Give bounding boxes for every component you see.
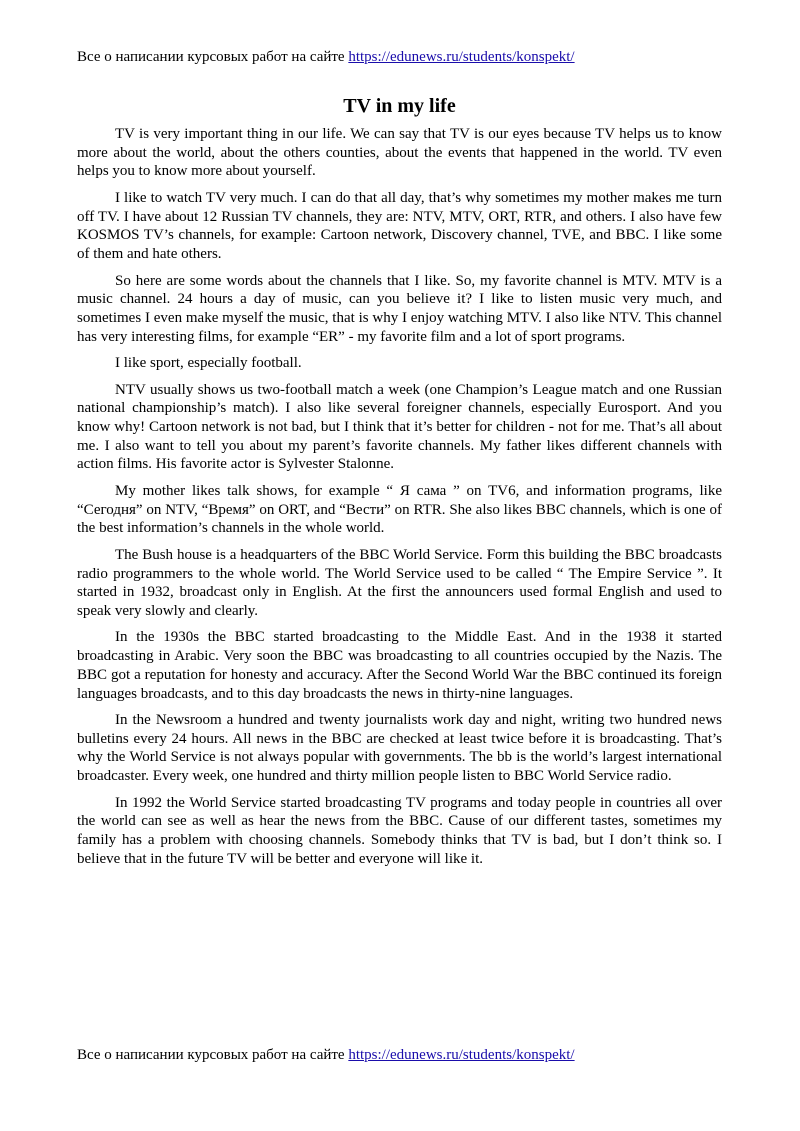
document-body [77,125,722,876]
paragraph: NTV usually shows us two-football match a week (one Champion’s League match and one Russian national championship’s match). I also like several foreigner channels, especially Eurosport. And you know why! Cartoon network is not bad, but I think that it’s better for children - not for me. That’s all about me. I also want to tell you about my parent’s favorite channels. My father likes different channels with action films. His favorite actor is Sylvester Stalonne. [77,381,722,473]
paragraph: The Bush house is a headquarters of the BBC World Service. Form this building the BBC broadcasts radio programmers to the whole world. The World Service used to be called “ The Empire Service ”. It started in 1932, broadcast only in English. At the first the announcers used formal English and used to speak very slowly and clearly. [77,546,722,619]
page-footer [77,1046,737,1064]
header-link[interactable]: https://edunews.ru/students/konspekt/ [348,49,575,65]
footer-link[interactable]: https://edunews.ru/students/konspekt/ [348,1047,575,1063]
paragraph: In 1992 the World Service started broadcasting TV programs and today people in countries all over the world can see as well as hear the news from the BBC. Cause of our different tastes, sometimes my family has a problem with choosing channels. Somebody thinks that TV is bad, but I don’t think so. I believe that in the future TV will be better and everyone will like it. [77,794,722,867]
footer-text: Все о написании курсовых работ на сайте [77,1047,349,1063]
paragraph: My mother likes talk shows, for example “ Я сама ” on TV6, and information programs, like “Сегодня” on NTV, “Время” on ORT, and “Вести” on RTR. She also likes BBC channels, which is one of the best information’s channels in the whole world. [77,482,722,537]
paragraph: TV is very important thing in our life. We can say that TV is our eyes because TV helps us to know more about the world, about the others counties, about the events that happened in the world. TV even helps you to know more about yourself. [77,126,722,180]
document-title: TV in my life [343,95,456,117]
paragraph: In the Newsroom a hundred and twenty journalists work day and night, writing two hundred news bulletins every 24 hours. All news in the BBC are checked at least twice before it is broadcasting. That’s why the World Service is not always popular with governments. The bb is the world’s largest international broadcaster. Every week, one hundred and thirty million people listen to BBC World Service radio. [77,712,722,785]
paragraph: So here are some words about the channels that I like. So, my favorite channel is MTV. MTV is a music channel. 24 hours a day of music, can you believe it? I like to listen music very much, and sometimes I even make myself the music, that is why I enjoy watching MTV. I also like NTV. This channel has very interesting films, for example “ER” - my favorite film and a lot of sport programs. [77,272,722,345]
paragraph: In the 1930s the BBC started broadcasting to the Middle East. And in the 1938 it started broadcasting in Arabic. Very soon the BBC was broadcasting to all countries occupied by the Nazis. The BBC got a reputation for honesty and accuracy. After the Second World War the BBC continued its foreign languages broadcasts, and to this day broadcasts the news in thirty-nine languages. [77,629,722,702]
paragraph: I like sport, especially football. [115,355,302,372]
paragraph: I like to watch TV very much. I can do that all day, that’s why sometimes my mother makes me turn off TV. I have about 12 Russian TV channels, they are: NTV, MTV, ORT, RTR, and others. I also have few KOSMOS TV’s channels, for example: Cartoon network, Discovery channel, TVE, and BBC. I like some of them and hate others. [77,189,722,263]
page-header [77,48,737,66]
header-text: Все о написании курсовых работ на сайте [77,49,349,65]
